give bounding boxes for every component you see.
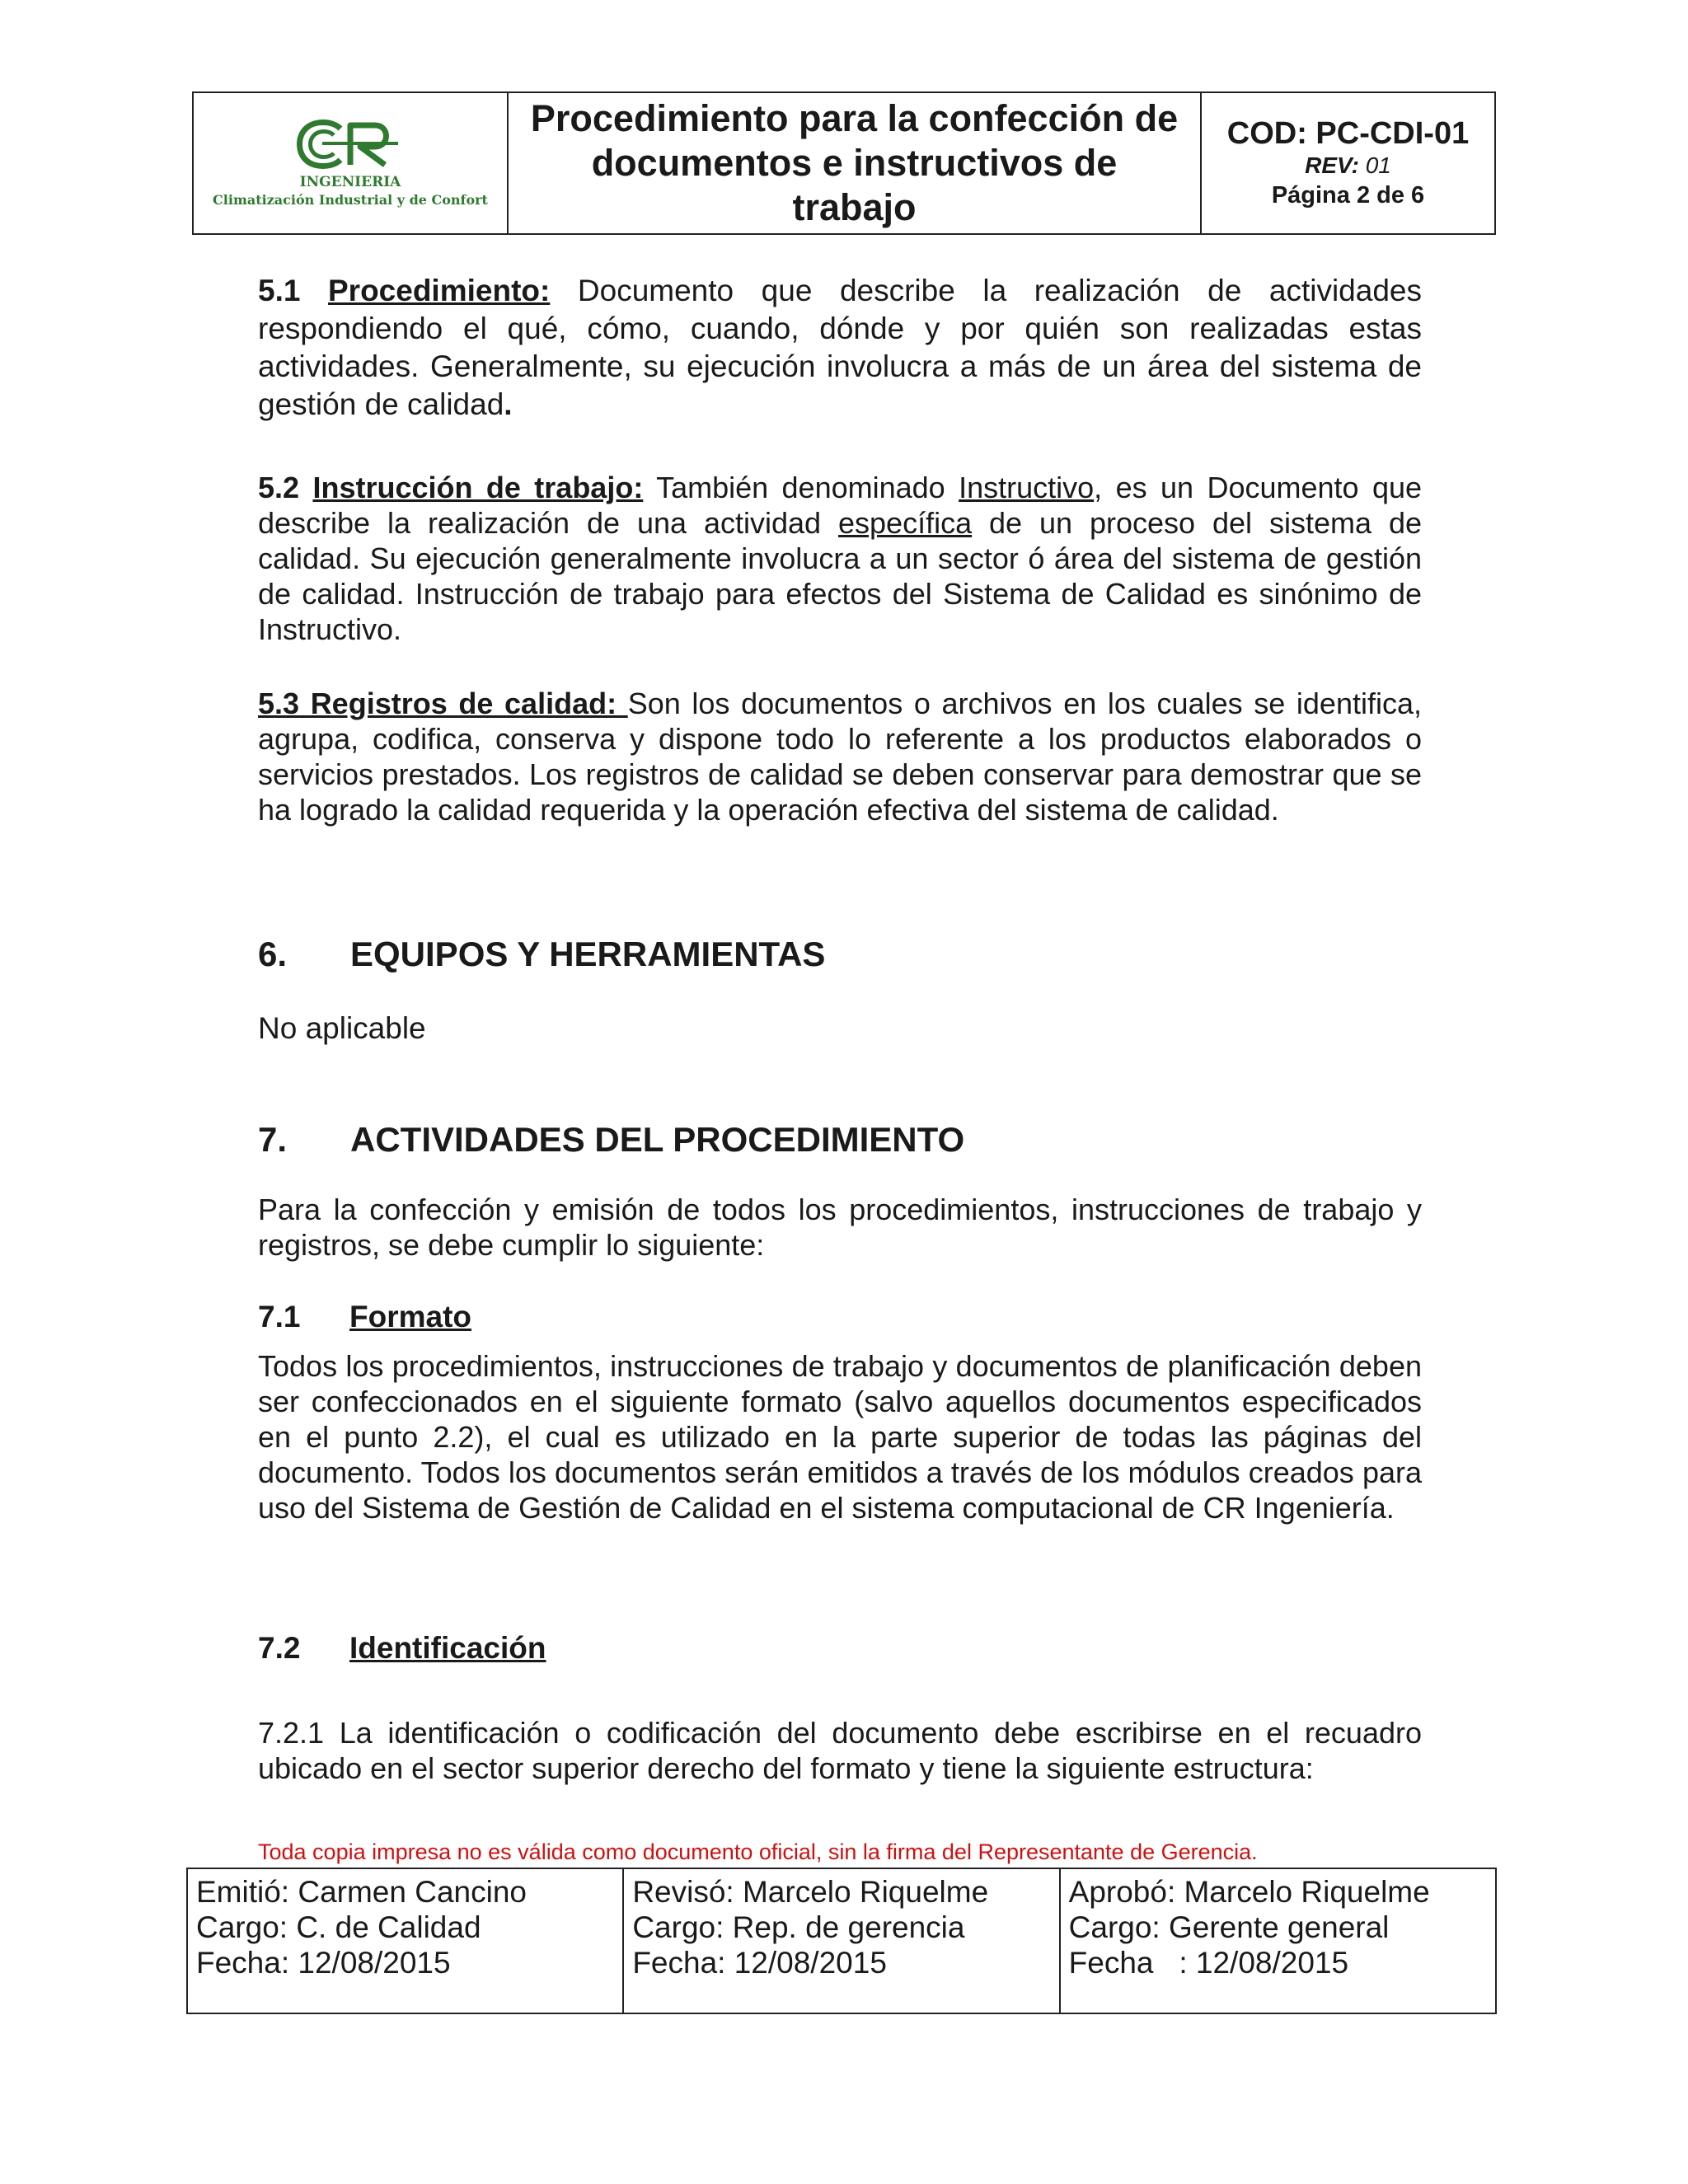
definition-instruccion: 5.2 Instrucción de trabajo: También denominado Instructivo, es un Documento que describe la realización de una actividad específica de un proceso del sistema de calidad. Su ejecución generalmente involucra a un sector ó área del sistema de gestión de calidad. Instrucción de trabajo para efectos del Sistema de Calidad es sinónimo de Instructivo. <box>258 471 1423 646</box>
page-number: Página 2 de 6 <box>1271 182 1425 209</box>
revision-value: 01 <box>1358 152 1391 178</box>
revision <box>1305 152 1391 180</box>
logo-tagline: Climatización Industrial y de Confort <box>213 192 488 208</box>
formato-text: Todos los procedimientos, instrucciones de trabajo y documentos de planificación deben ser confeccionados en el siguiente formato (salvo aquellos documentos especificados en el punto 2.2), el cual es utilizado en la parte superior de todas las páginas del documento. Todos los documentos serán emitidos a través de los módulos creados para uso del Sistema de Gestión de Calidad en el sistema computacional de CR Ingeniería. <box>258 1349 1422 1525</box>
section-5-2 <box>258 470 1422 647</box>
identificacion-text: 7.2.1 La identificación o codificación del documento debe escribirse en el recuadro ubicado en el sector superior derecho del formato y tiene la siguiente estructura: <box>258 1716 1422 1785</box>
heading-equipos: 6. EQUIPOS Y HERRAMIENTAS <box>258 935 826 973</box>
company-logo <box>194 93 509 233</box>
cr-logo-icon <box>293 117 408 171</box>
document-code: COD: PC-CDI-01 <box>1226 116 1470 151</box>
equipos-text: No aplicable <box>258 1011 426 1045</box>
definition-registros: 5.3 Registros de calidad: Son los documentos o archivos en los cuales se identifica, agrupa, codifica, conserva y dispone todo lo referente a los productos elaborados o servicios prestados. Los registros de calidad se deben conservar para demostrar que se ha logrado la calidad requerida y la operación efectiva del sistema de calidad. <box>258 687 1422 827</box>
document-code-box <box>1202 93 1494 233</box>
heading-formato: 7.1 Formato <box>258 1300 471 1333</box>
heading-actividades: 7. ACTIVIDADES DEL PROCEDIMIENTO <box>258 1120 965 1159</box>
aprobo-cell: Aprobó: Marcelo Riquelme Cargo: Gerente general Fecha : 12/08/2015 <box>1059 1869 1495 2013</box>
section-7-1 <box>258 1298 1422 1336</box>
actividades-intro: Para la confección y emisión de todos los procedimientos, instrucciones de trabajo y registros, se debe cumplir lo siguiente: <box>258 1193 1422 1262</box>
signature-table <box>186 1868 1497 2014</box>
term-registros: 5.3 Registros de calidad: <box>258 687 628 720</box>
definition-procedimiento: 5.1 Procedimiento: Documento que describe la realización de actividades respondiendo el qué, cómo, cuando, dónde y por quién son realizadas estas actividades. Generalmente, su ejecución involucra a más de un área del sistema de gestión de calidad. <box>258 274 1422 421</box>
copy-notice: Toda copia impresa no es válida como documento oficial, sin la firma del Representante de Gerencia. <box>258 1840 1258 1864</box>
revision-label: REV: <box>1305 152 1359 178</box>
section-6 <box>258 934 1422 975</box>
section-7-2 <box>258 1629 1422 1667</box>
document-title: Procedimiento para la confección de documentos e instructivos de trabajo <box>509 93 1202 233</box>
section-5-1 <box>258 272 1422 424</box>
emitio-cell: Emitió: Carmen Cancino Cargo: C. de Calidad Fecha: 12/08/2015 <box>196 1875 527 1980</box>
heading-identificacion: 7.2 Identificación <box>258 1631 546 1665</box>
logo-company-name: INGENIERIA <box>299 174 401 190</box>
reviso-cell: Revisó: Marcelo Riquelme Cargo: Rep. de gerencia Fecha: 12/08/2015 <box>622 1869 1058 2013</box>
term-procedimiento: Procedimiento: <box>328 274 551 307</box>
term-instruccion: Instrucción de trabajo: <box>312 471 644 504</box>
section-5-3 <box>258 686 1422 827</box>
document-header <box>192 91 1496 235</box>
section-7 <box>258 1119 1422 1160</box>
